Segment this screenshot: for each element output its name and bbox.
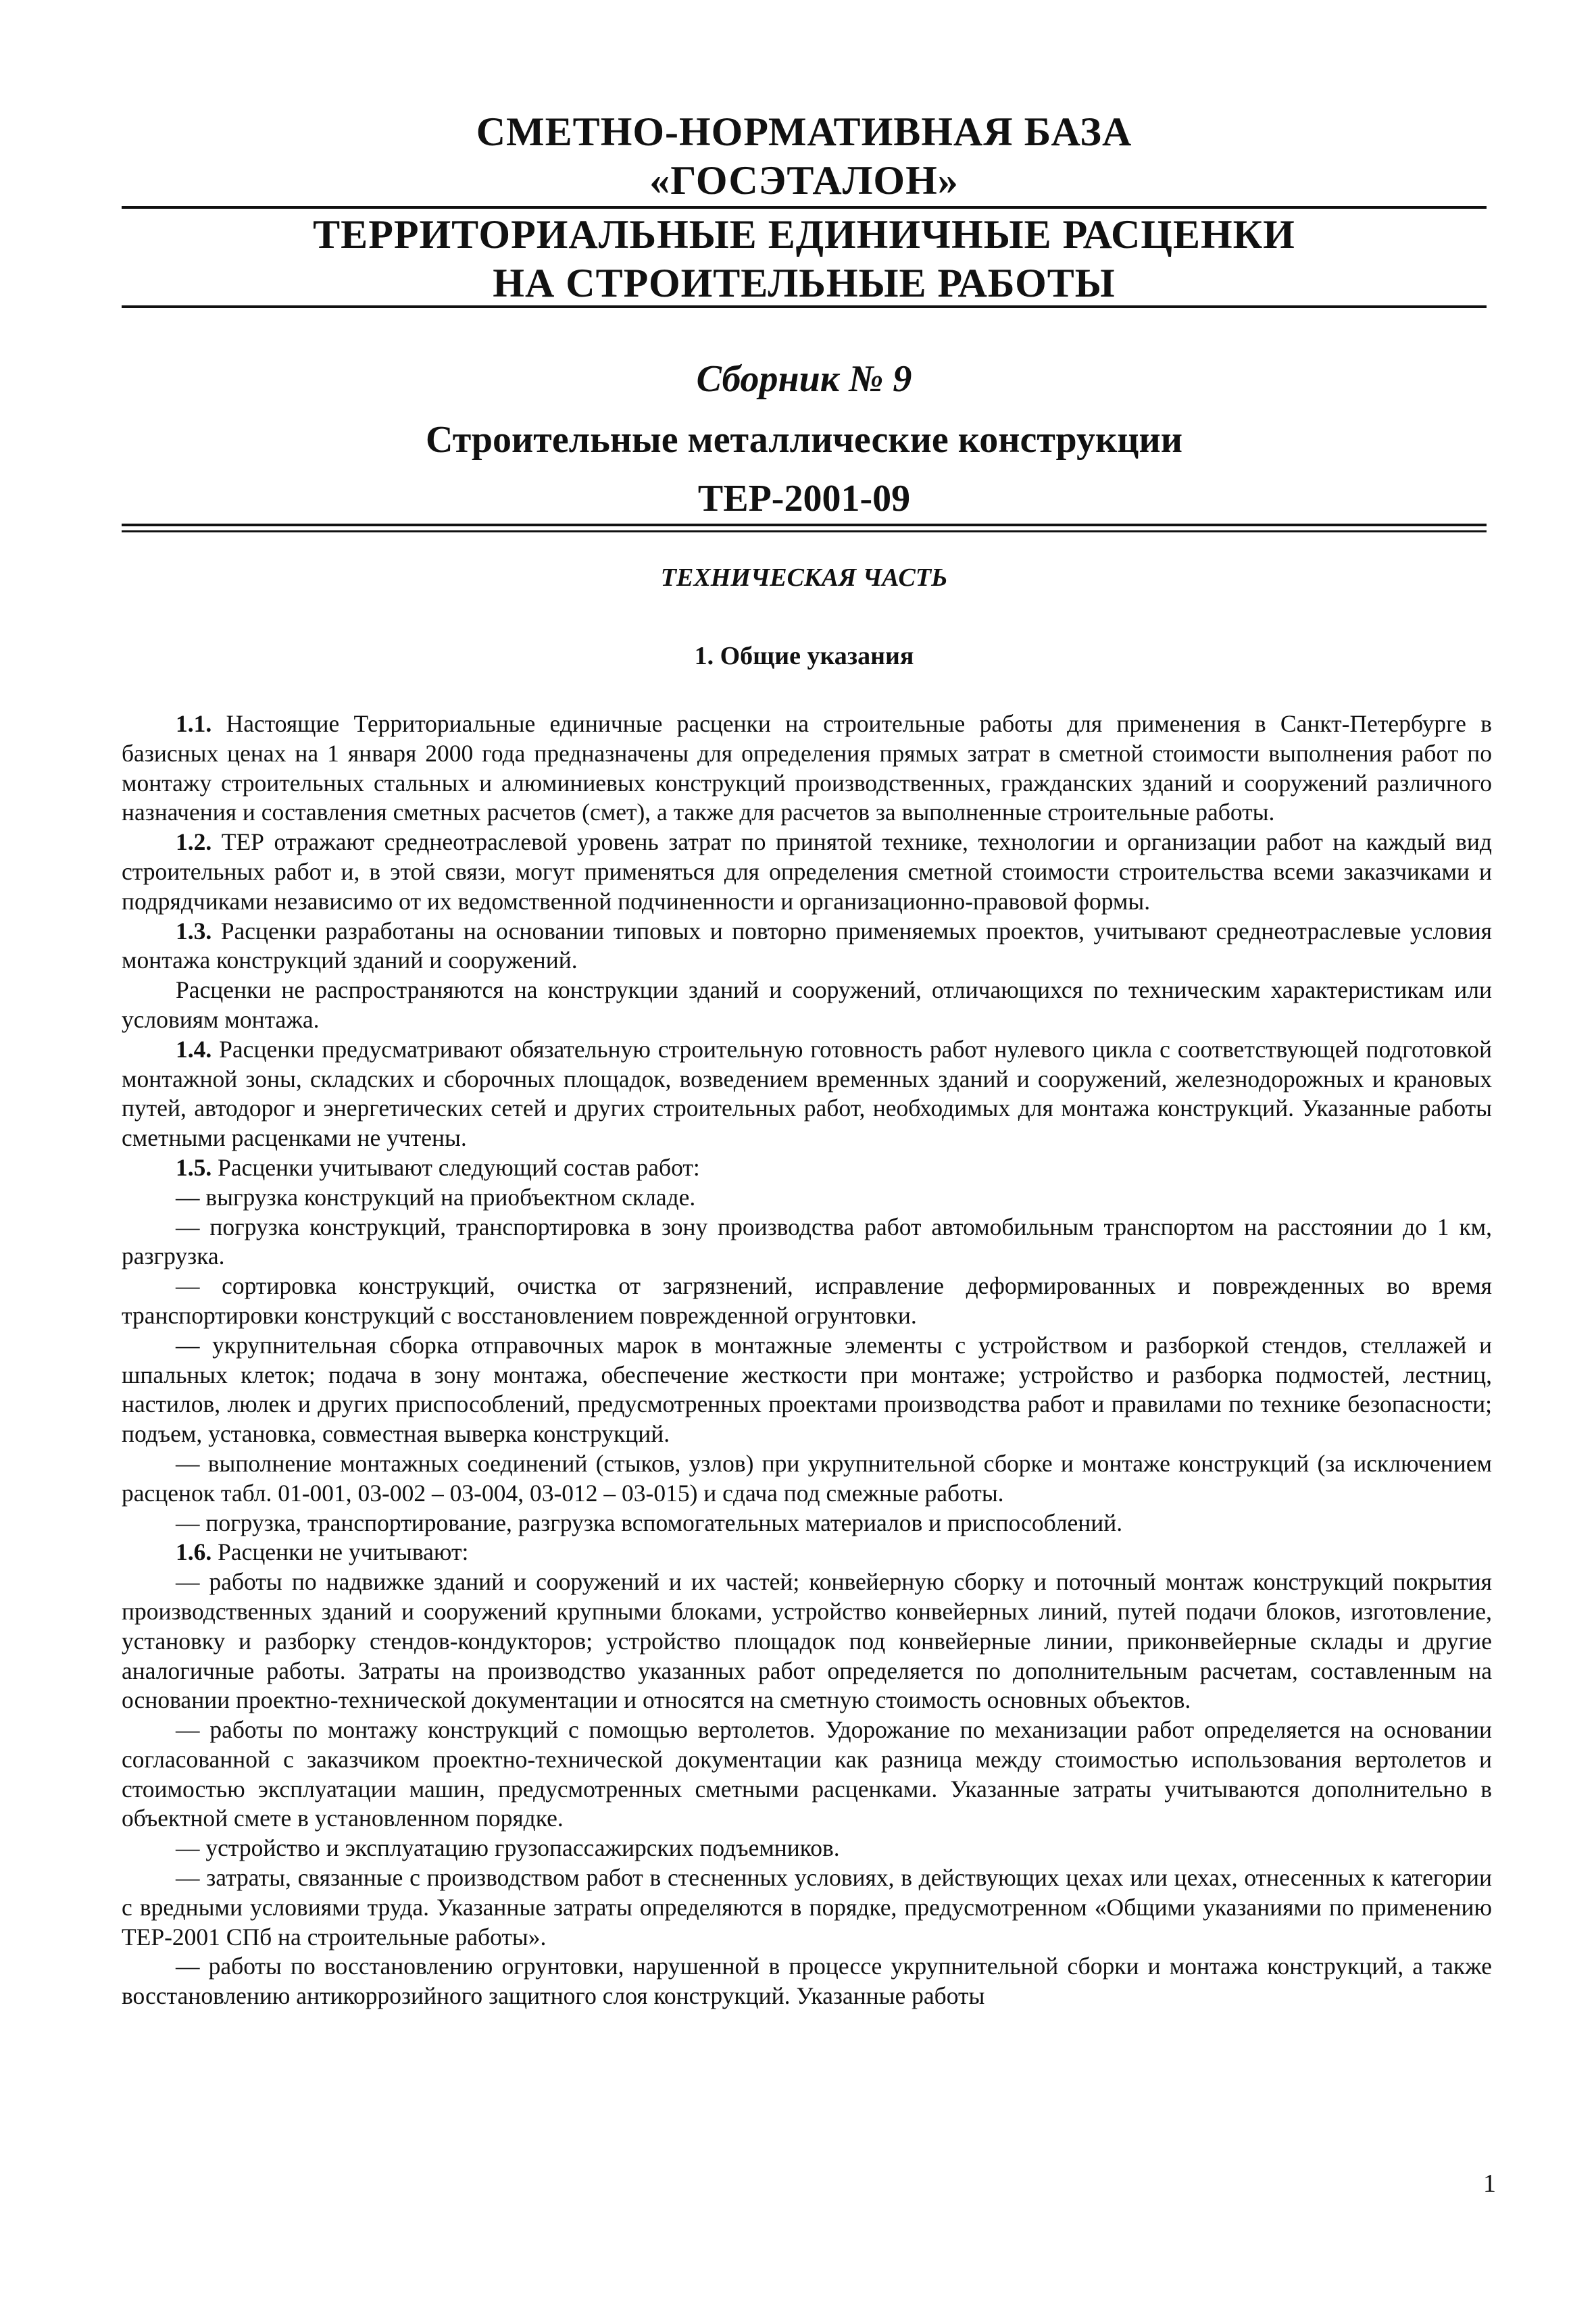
paragraph [122, 1272, 1492, 1331]
collection-code: ТЕР-2001-09 [697, 478, 911, 520]
paragraph-number: 1.6. [176, 1538, 212, 1566]
paragraph-text: — затраты, связанные с производством работ в стесненных условиях, в действующих цехах или цехах, отнесенных к категории с вредными условиями труда. Указанные затраты определяются в порядке, предусмотренном «Общими указаниями по применению ТЕР-2001 СПб на строительные работы». [122, 1864, 1492, 1951]
subsection-title: 1. Общие указания [694, 642, 914, 670]
paragraph-text: — погрузка конструкций, транспортировка в зону производства работ автомобильным транспортом на расстоянии до 1 км, разгрузка. [122, 1213, 1492, 1270]
paragraph-text: — сортировка конструкций, очистка от загрязнений, исправление деформированных и поврежденных во время транспортировки конструкций с восстановлением поврежденной огрунтовки. [122, 1272, 1492, 1329]
paragraph-text: — выгрузка конструкций на приобъектном складе. [176, 1183, 696, 1211]
paragraph [122, 709, 1492, 828]
paragraph [122, 1035, 1492, 1153]
paragraph [122, 1952, 1492, 2011]
paragraph-text: Настоящие Территориальные единичные расценки на строительные работы для применения в Санкт-Петербурге в базисных ценах на 1 января 2000 года предназначены для определения прямых затрат в сметной стоимости выполнения работ по монтажу строительных стальных и алюминиевых конструкций производственных, гражданских зданий и сооружений различного назначения и составления сметных расчетов (смет), а также для расчетов за выполненные строительные работы. [122, 710, 1492, 826]
paragraph [122, 1183, 1492, 1213]
code-double-rule-top [122, 524, 1487, 526]
collection-title: Сборник № 9 [696, 358, 912, 400]
paragraph [122, 1509, 1492, 1538]
paragraph-number: 1.1. [176, 710, 212, 737]
paragraph [122, 1331, 1492, 1449]
paragraph-text: Расценки не учитывают: [211, 1538, 469, 1566]
paragraph-text: ТЕР отражают среднеотраслевой уровень затрат по принятой технике, технологии и организации работ на каждый вид строительных работ и, в этой связи, могут применяться для определения сметной стоимости строительства всеми заказчиками и подрядчиками независимо от их ведомственной подчиненности и организационно-правовой формы. [122, 828, 1492, 915]
paragraph-text: Расценки разработаны на основании типовых и повторно применяемых проектов, учитывают среднеотраслевые условия монтажа конструкций зданий и сооружений. [122, 917, 1492, 974]
paragraph-text: Расценки учитывают следующий состав работ: [211, 1153, 700, 1181]
header-line-1: СМЕТНО-НОРМАТИВНАЯ БАЗА [476, 109, 1132, 154]
header-line-4: НА СТРОИТЕЛЬНЫЕ РАБОТЫ [493, 261, 1116, 305]
paragraph-text: — укрупнительная сборка отправочных марок в монтажные элементы с устройством и разборкой стендов, стеллажей и шпальных клеток; подача в зону монтажа, обеспечение жесткости при монтаже; устройство и разборка подмостей, лестниц, настилов, люлек и других приспособлений, предусмотренных проектами производства работ и правилами по технике безопасности; подъем, установка, совместная выверка конструкций. [122, 1331, 1492, 1448]
paragraph [122, 1834, 1492, 1863]
paragraph [122, 828, 1492, 916]
paragraph [122, 1567, 1492, 1715]
paragraph-text: — выполнение монтажных соединений (стыков, узлов) при укрупнительной сборке и монтаже конструкций (за исключением расценок табл. 01-001, 03-002 – 03-004, 03-012 – 03-015) и сдача под смежные работы. [122, 1449, 1492, 1507]
page-number: 1 [1483, 2169, 1496, 2198]
paragraph [122, 976, 1492, 1035]
code-double-rule-bottom [122, 530, 1487, 532]
header-line-3: ТЕРРИТОРИАЛЬНЫЕ ЕДИНИЧНЫЕ РАСЦЕНКИ [313, 212, 1295, 257]
paragraph-number: 1.4. [176, 1035, 212, 1063]
paragraph-text: — работы по надвижке зданий и сооружений и их частей; конвейерную сборку и поточный монтаж конструкций покрытия производственных зданий и сооружений крупными блоками, устройство конвейерных линий, путей подачи блоков, изготовление, установку и разборку стендов-кондукторов; устройство площадок под конвейерные линии, приконвейерные склады и другие аналогичные работы. Затраты на производство указанных работ определяется по дополнительным расчетам, составленным на основании проектно-технической документации и относятся на сметную стоимость основных объектов. [122, 1568, 1492, 1714]
paragraph [122, 917, 1492, 976]
paragraph-text: — работы по восстановлению огрунтовки, нарушенной в процессе укрупнительной сборки и монтажа конструкций, а также восстановлению антикоррозийного защитного слоя конструкций. Указанные работы [122, 1953, 1492, 2010]
paragraph-text: — погрузка, транспортирование, разгрузка вспомогательных материалов и приспособлений. [176, 1509, 1123, 1536]
paragraph-number: 1.3. [176, 917, 212, 945]
paragraph-text: Расценки не распространяются на конструкции зданий и сооружений, отличающихся по техническим характеристикам или условиям монтажа. [122, 976, 1492, 1033]
paragraph-text: — работы по монтажу конструкций с помощью вертолетов. Удорожание по механизации работ определяется на основании согласованной с заказчиком проектно-технической документации как разница между стоимостью использования вертолетов и стоимостью эксплуатации машин, предусмотренных сметными расценками. Указанные затраты учитываются дополнительно в объектной смете в установленном порядке. [122, 1716, 1492, 1832]
paragraph [122, 1863, 1492, 1952]
paragraph [122, 1449, 1492, 1509]
paragraph [122, 1153, 1492, 1183]
header-divider [122, 206, 1487, 209]
collection-subject: Строительные металлические конструкции [426, 419, 1182, 461]
header-divider-bottom [122, 305, 1487, 308]
body-text [122, 709, 1492, 2011]
paragraph-number: 1.2. [176, 828, 212, 856]
section-title: ТЕХНИЧЕСКАЯ ЧАСТЬ [660, 563, 948, 592]
paragraph-text: — устройство и эксплуатацию грузопассажирских подъемников. [176, 1834, 840, 1862]
paragraph-number: 1.5. [176, 1153, 212, 1181]
paragraph [122, 1715, 1492, 1834]
paragraph [122, 1538, 1492, 1567]
paragraph [122, 1213, 1492, 1272]
header-line-2: «ГОСЭТАЛОН» [649, 158, 959, 203]
paragraph-text: Расценки предусматривают обязательную строительную готовность работ нулевого цикла с соответствующей подготовкой монтажной зоны, складских и сборочных площадок, возведением временных зданий и сооружений, железнодорожных и крановых путей, автодорог и энергетических сетей и других строительных работ, необходимых для монтажа конструкций. Указанные работы сметными расценками не учтены. [122, 1035, 1492, 1152]
